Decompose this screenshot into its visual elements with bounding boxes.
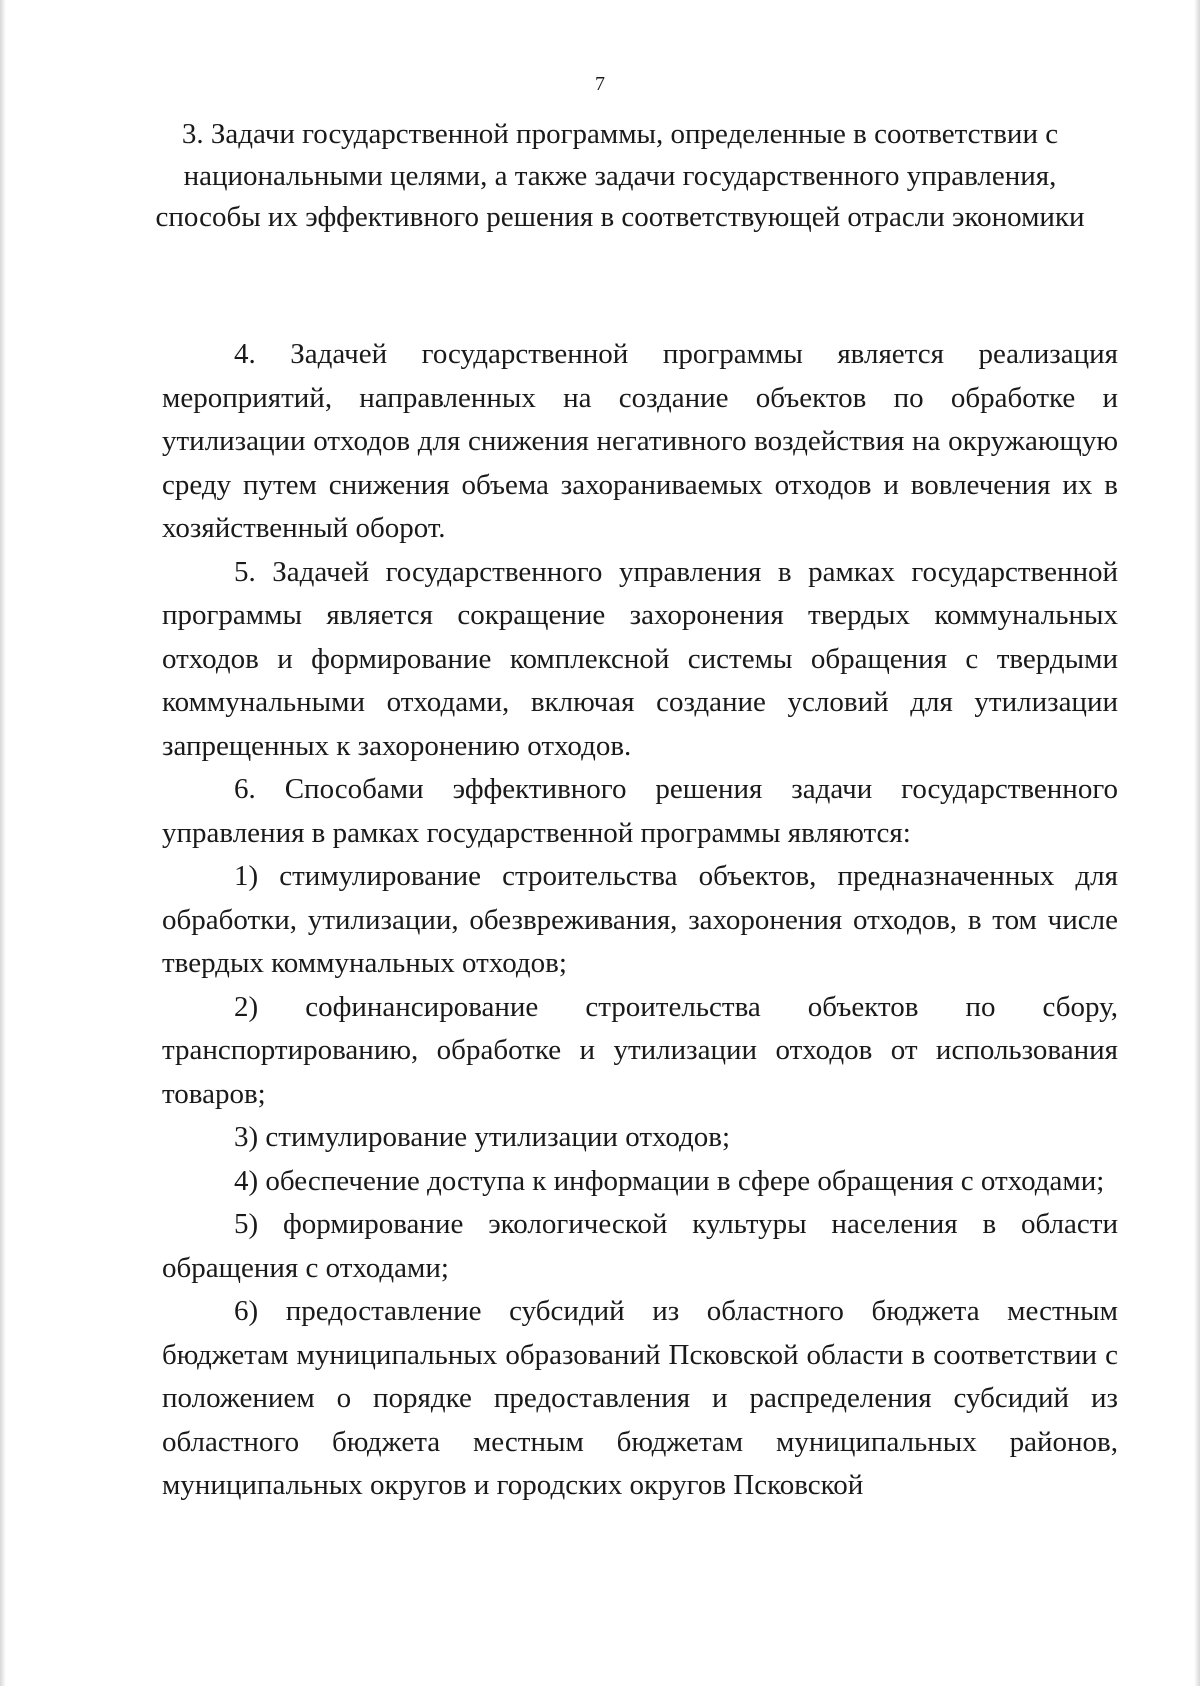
list-item: 1) стимулирование строительства объектов, предназначенных для обработки, утилизации, обезвреживания, захоронения отходов, в том числе твердых коммунальных отходов; <box>162 860 1118 979</box>
page-number: 7 <box>595 73 605 95</box>
scan-edge-right <box>1194 0 1200 1686</box>
section-heading: 3. Задачи государственной программы, определенные в соответствии с национальными целями, а также задачи государственного управления, способы их эффективного решения в соответствующей отрасли экономики <box>155 118 1085 233</box>
paragraph: 4. Задачей государственной программы является реализация мероприятий, направленных на создание объектов по обработке и утилизации отходов для снижения негативного воздействия на окружающую среду путем снижения объема захораниваемых отходов и вовлечения их в хозяйственный оборот. <box>162 338 1118 544</box>
paragraph: 6. Способами эффективного решения задачи государственного управления в рамках государственной программы являются: <box>162 773 1118 849</box>
list-item: 3) стимулирование утилизации отходов; <box>234 1121 731 1153</box>
document-body <box>162 333 1118 1508</box>
paragraph: 5. Задачей государственного управления в рамках государственной программы является сокращение захоронения твердых коммунальных отходов и формирование комплексной системы обращения с твердыми коммунальными отходами, включая создание условий для утилизации запрещенных к захоронению отходов. <box>162 555 1118 762</box>
list-item: 5) формирование экологической культуры населения в области обращения с отходами; <box>162 1208 1118 1284</box>
scan-edge-left <box>0 0 6 1686</box>
list-item: 2) софинансирование строительства объектов по сбору, транспортированию, обработке и утилизации отходов от использования товаров; <box>162 990 1118 1110</box>
list-item: 6) предоставление субсидий из областного бюджета местным бюджетам муниципальных образований Псковской области в соответствии с положением о порядке предоставления и распределения субсидий из областного бюджета местным бюджетам муниципальных районов, муниципальных округов и городских округов Псковской <box>162 1295 1118 1501</box>
list-item: 4) обеспечение доступа к информации в сфере обращения с отходами; <box>234 1164 1105 1197</box>
